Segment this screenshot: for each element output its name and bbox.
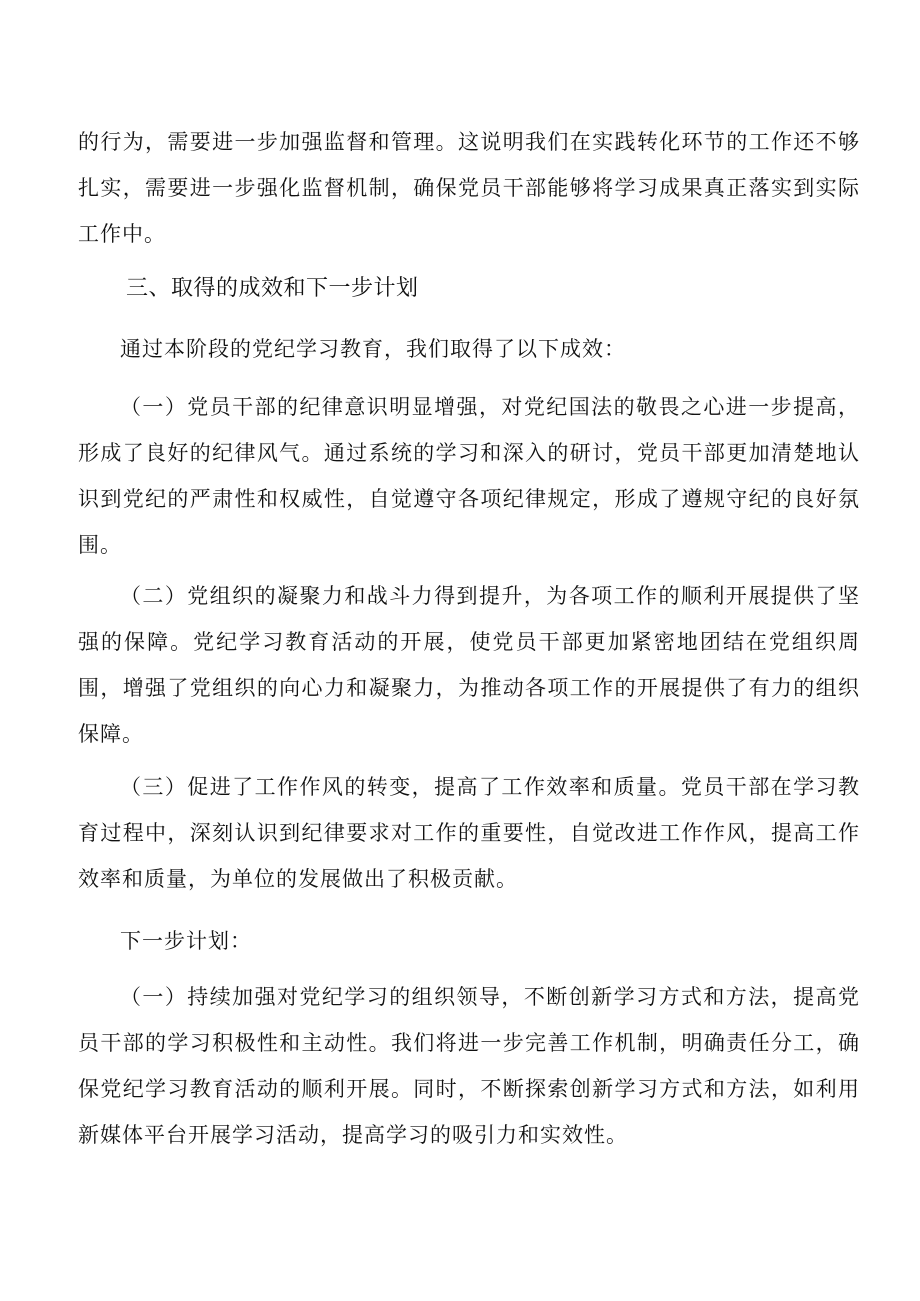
paragraph-continuation: 的行为，需要进一步加强监督和管理。这说明我们在实践转化环节的工作还不够扎实，需要进一步强化监督机制，确保党员干部能够将学习成果真正落实到实际工作中。 (78, 130, 860, 246)
paragraph-result-3: （三）促进了工作作风的转变，提高了工作效率和质量。党员干部在学习教育过程中，深刻认识到纪律要求对工作的重要性，自觉改进工作作风，提高工作效率和质量，为单位的发展做出了积极贡献。 (78, 775, 860, 891)
paragraph-plan-1: （一）持续加强对党纪学习的组织领导，不断创新学习方式和方法，提高党员干部的学习积极性和主动性。我们将进一步完善工作机制，明确责任分工，确保党纪学习教育活动的顺利开展。同时，不断探索创新学习方式和方法，如利用新媒体平台开展学习活动，提高学习的吸引力和实效性。 (78, 985, 860, 1147)
paragraph-intro: 通过本阶段的党纪学习教育，我们取得了以下成效： (120, 337, 626, 361)
section-heading-3: 三、取得的成效和下一步计划 (126, 276, 419, 301)
paragraph-result-1: （一）党员干部的纪律意识明显增强，对党纪国法的敬畏之心进一步提高，形成了良好的纪律风气。通过系统的学习和深入的研讨，党员干部更加清楚地认识到党纪的严肃性和权威性，自觉遵守各项纪律规定，形成了遵规守纪的良好氛围。 (78, 395, 860, 557)
paragraph-result-2: （二）党组织的凝聚力和战斗力得到提升，为各项工作的顺利开展提供了坚强的保障。党纪学习教育活动的开展，使党员干部更加紧密地团结在党组织周围，增强了党组织的向心力和凝聚力，为推动各项工作的开展提供了有力的组织保障。 (78, 584, 860, 746)
paragraph-next-steps-label: 下一步计划： (120, 929, 252, 953)
